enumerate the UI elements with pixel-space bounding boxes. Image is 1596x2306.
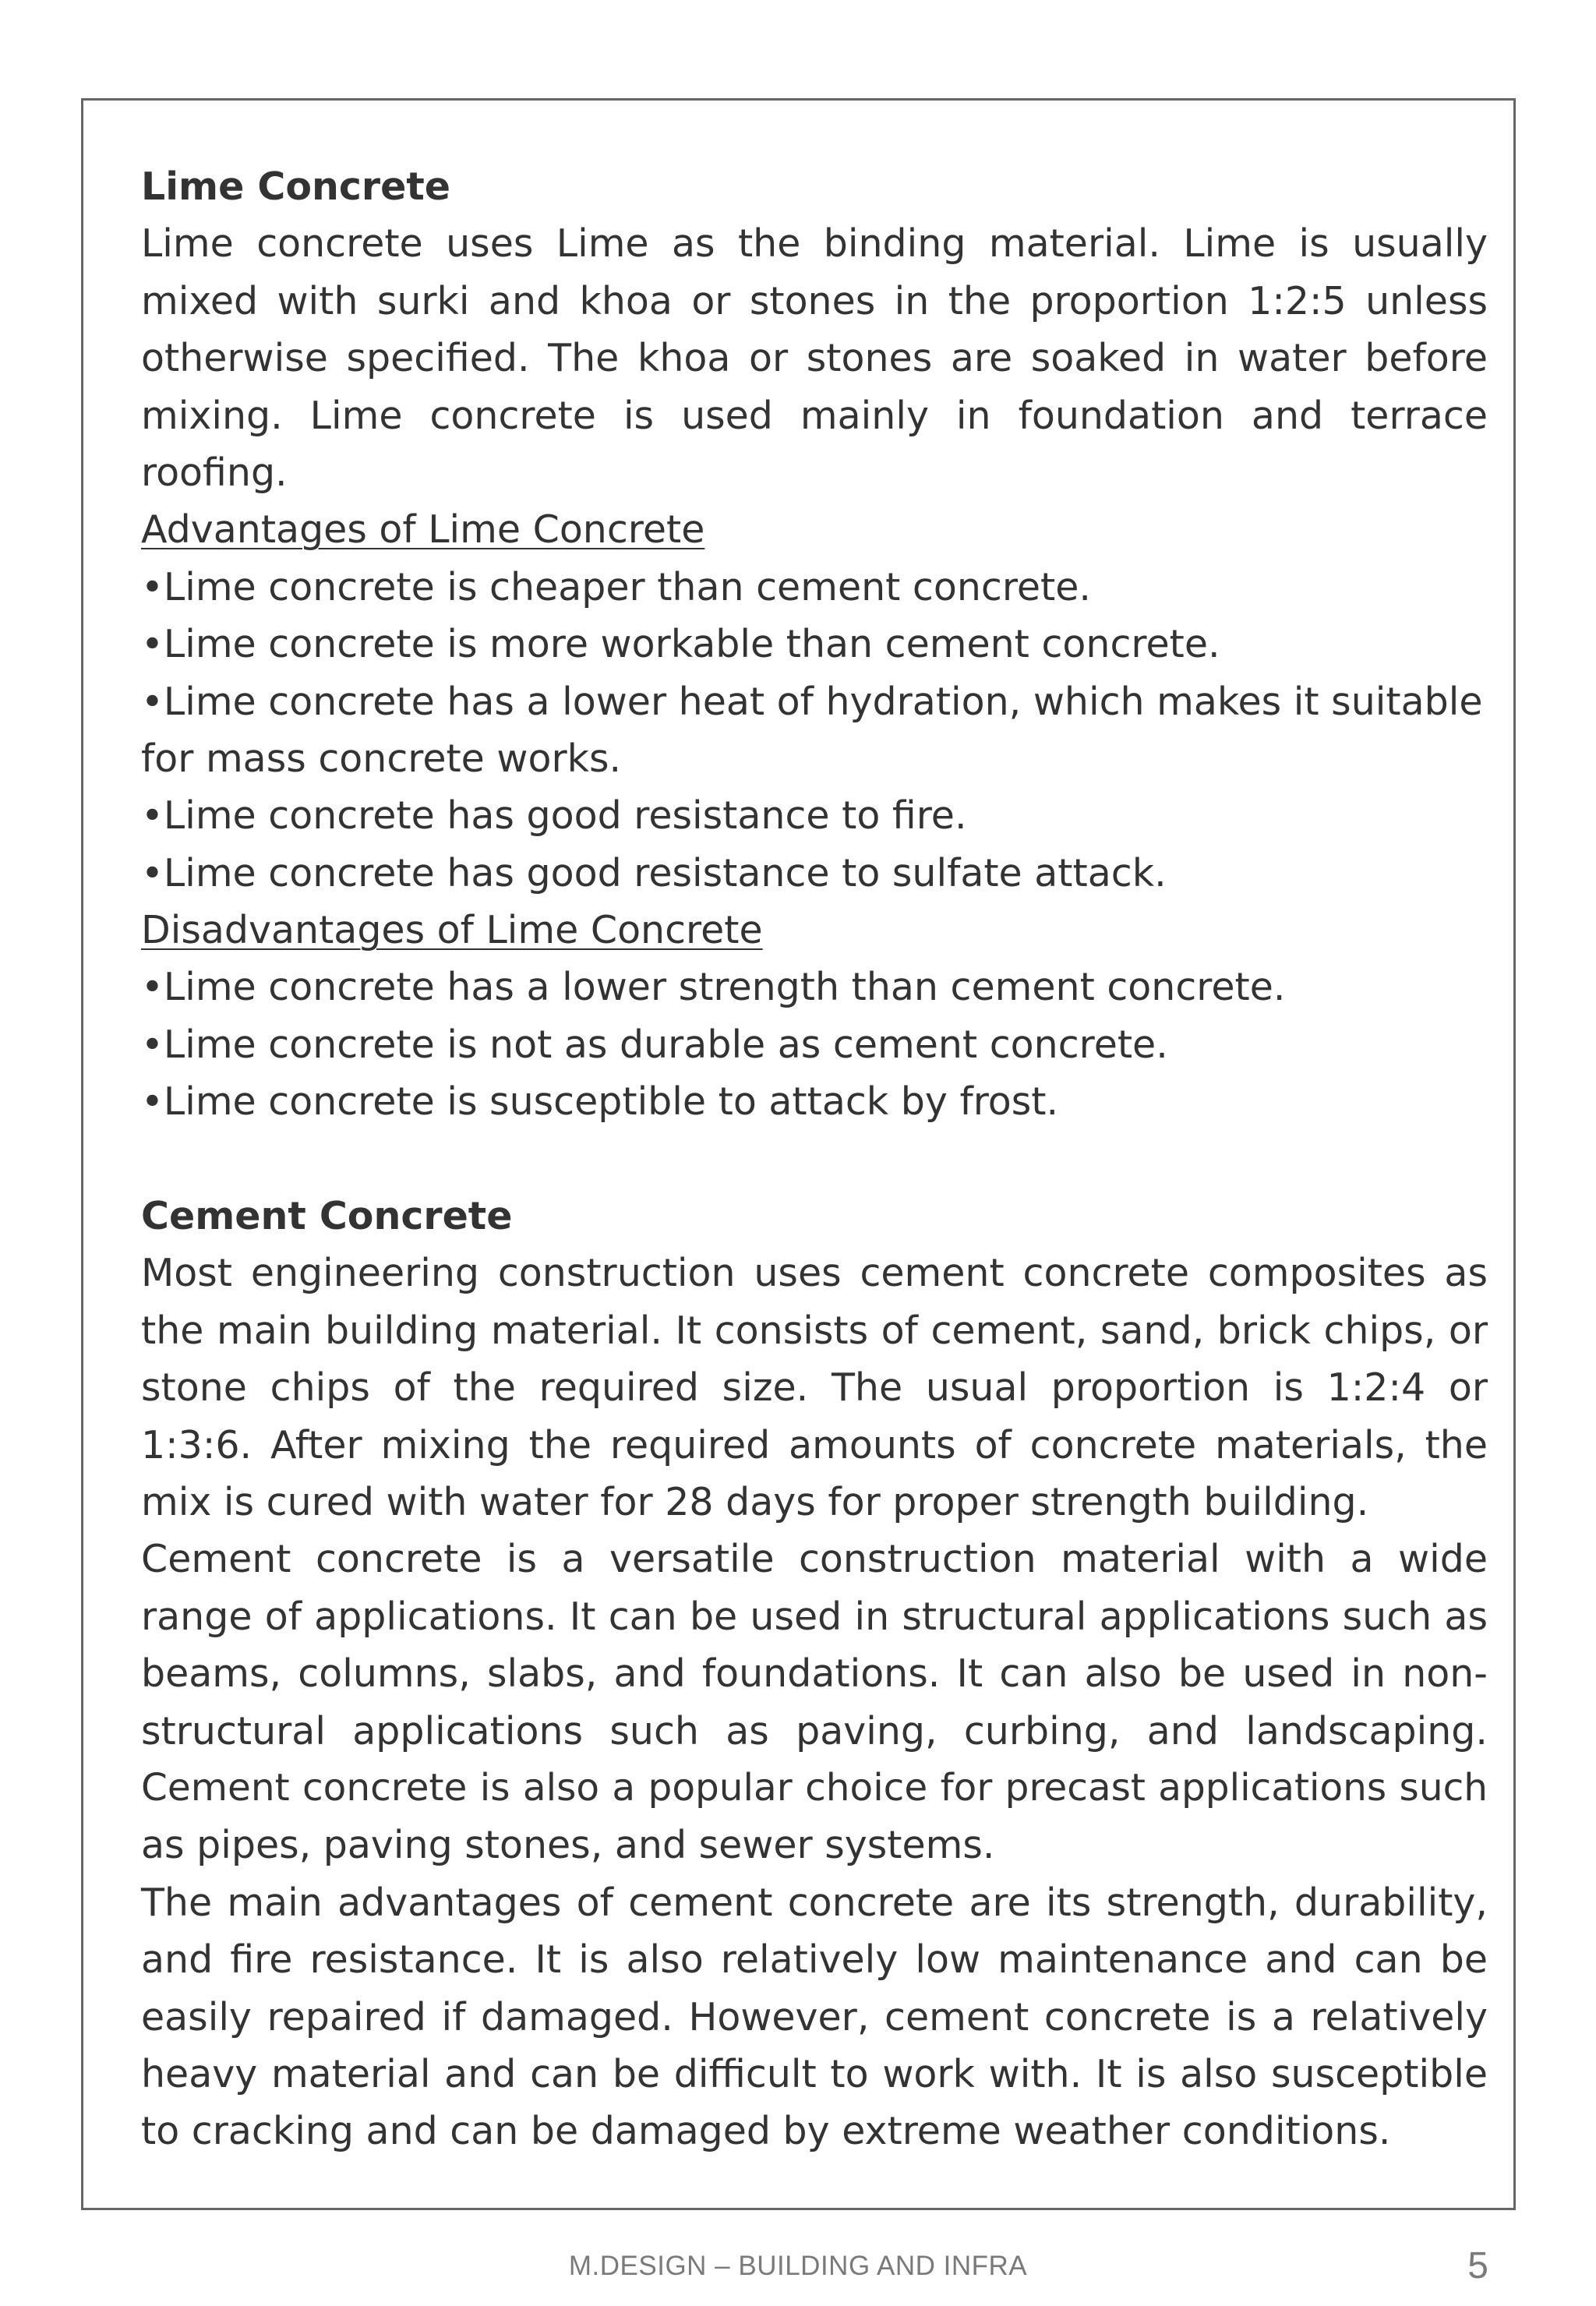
cement-para2-line: structural applications such as paving, curbing, and landscaping. — [141, 1708, 1488, 1753]
lime-intro-line: Lime concrete uses Lime as the binding material. Lime is usually — [141, 221, 1488, 267]
cement-para3-line: and fire resistance. It is also relatively low maintenance and can be — [141, 1937, 1488, 1983]
cement-para1-line: stone chips of the required size. The usual proportion is 1:2:4 or — [141, 1365, 1488, 1411]
disadvantage-item: •Lime concrete has a lower strength than cement concrete. — [141, 965, 1286, 1010]
section-gap — [141, 1131, 1488, 1188]
cement-para3-line: easily repaired if damaged. However, cement concrete is a relatively — [141, 1994, 1488, 2039]
page-footer — [0, 2244, 1596, 2291]
advantage-item: •Lime concrete has good resistance to sulfate attack. — [141, 850, 1167, 895]
advantage-item: •Lime concrete is cheaper than cement concrete. — [141, 564, 1091, 609]
lime-intro-line: mixing. Lime concrete is used mainly in foundation and terrace — [141, 393, 1488, 438]
lime-intro-line: roofing. — [141, 450, 288, 495]
advantage-item: •Lime concrete has a lower heat of hydration, which makes it suitable — [141, 679, 1483, 724]
cement-para2-line: range of applications. It can be used in structural applications such as — [141, 1594, 1488, 1639]
disadvantages-heading: Disadvantages of Lime Concrete — [141, 908, 763, 953]
footer-title: M.DESIGN – BUILDING AND INFRA — [568, 2251, 1028, 2281]
lime-concrete-heading: Lime Concrete — [141, 164, 450, 209]
advantage-item: for mass concrete works. — [141, 736, 622, 781]
cement-para1-line: mix is cured with water for 28 days for proper strength building. — [141, 1479, 1369, 1524]
cement-para3-line: The main advantages of cement concrete are its strength, durability, — [141, 1880, 1488, 1925]
page-number: 5 — [1467, 2245, 1488, 2287]
cement-para3-line: to cracking and can be damaged by extreme weather conditions. — [141, 2109, 1391, 2154]
disadvantage-item: •Lime concrete is susceptible to attack by frost. — [141, 1079, 1059, 1125]
cement-para1-line: 1:3:6. After mixing the required amounts of concrete materials, the — [141, 1422, 1488, 1467]
cement-para2-line: beams, columns, slabs, and foundations. It can also be used in non- — [141, 1651, 1488, 1697]
cement-concrete-heading: Cement Concrete — [141, 1194, 513, 1239]
lime-intro-line: mixed with surki and khoa or stones in the proportion 1:2:5 unless — [141, 278, 1488, 323]
cement-para1-line: the main building material. It consists of cement, sand, brick chips, or — [141, 1308, 1488, 1353]
lime-intro-line: otherwise specified. The khoa or stones are soaked in water before — [141, 336, 1488, 381]
content-frame — [81, 98, 1516, 2210]
advantages-heading: Advantages of Lime Concrete — [141, 507, 705, 553]
advantage-item: •Lime concrete has good resistance to fire. — [141, 793, 967, 839]
cement-para2-line: Cement concrete is also a popular choice for precast applications such — [141, 1765, 1488, 1810]
advantage-item: •Lime concrete is more workable than cement concrete. — [141, 622, 1220, 667]
disadvantage-item: •Lime concrete is not as durable as cement concrete. — [141, 1022, 1168, 1067]
cement-para2-line: Cement concrete is a versatile construction material with a wide — [141, 1537, 1488, 1582]
cement-para2-line: as pipes, paving stones, and sewer systems. — [141, 1823, 995, 1868]
cement-para1-line: Most engineering construction uses cement concrete composites as — [141, 1251, 1488, 1296]
page-content — [141, 158, 1488, 2160]
cement-para3-line: heavy material and can be difficult to work with. It is also susceptible — [141, 2051, 1488, 2096]
